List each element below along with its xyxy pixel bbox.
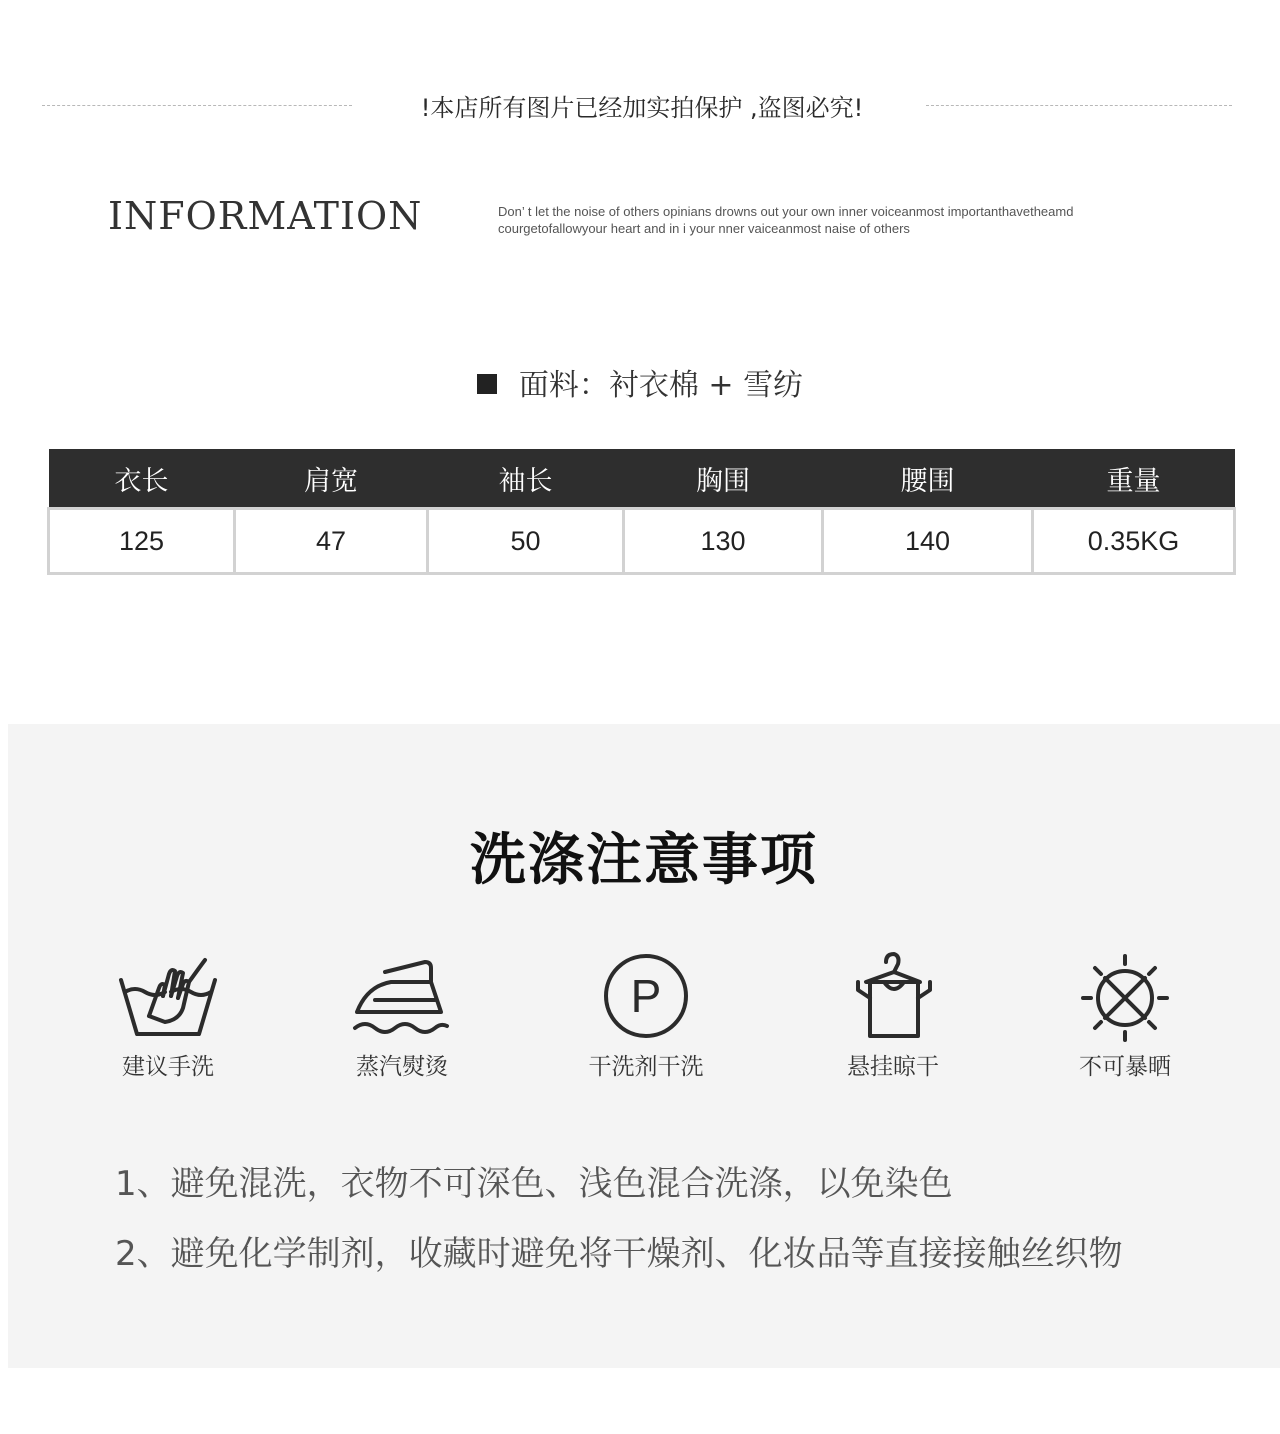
information-description bbox=[498, 203, 1198, 237]
header-shoulder: 肩宽 bbox=[235, 449, 428, 509]
value-length: 125 bbox=[49, 509, 235, 574]
hang-dry-icon bbox=[838, 952, 948, 1042]
value-sleeve: 50 bbox=[428, 509, 624, 574]
value-waist: 140 bbox=[823, 509, 1033, 574]
care-item-hand-wash bbox=[98, 952, 238, 1081]
header-weight: 重量 bbox=[1033, 449, 1235, 509]
header-length: 衣长 bbox=[49, 449, 235, 509]
value-chest: 130 bbox=[624, 509, 823, 574]
care-note-1: 1、避免混洗，衣物不可深色、浅色混合洗涤，以免染色 bbox=[115, 1164, 953, 1204]
dashed-divider-left bbox=[42, 105, 352, 106]
care-item-steam-iron bbox=[332, 952, 472, 1081]
copyright-notice bbox=[42, 86, 1232, 126]
information-title: INFORMATION bbox=[108, 194, 423, 238]
care-title: 洗涤注意事项 bbox=[470, 828, 818, 893]
care-label: 不可暴晒 bbox=[1079, 1054, 1171, 1080]
size-table-row bbox=[49, 509, 1235, 574]
care-label: 干洗剂干洗 bbox=[588, 1054, 704, 1080]
steam-iron-icon bbox=[347, 952, 457, 1042]
size-table-header-row bbox=[49, 449, 1235, 509]
dry-clean-p-icon bbox=[591, 952, 701, 1042]
care-label: 蒸汽熨烫 bbox=[356, 1054, 448, 1080]
care-section bbox=[8, 724, 1280, 1368]
size-table bbox=[47, 449, 1236, 575]
dashed-divider-right bbox=[926, 105, 1232, 106]
fabric-line bbox=[0, 360, 1280, 404]
care-label: 悬挂晾干 bbox=[847, 1054, 939, 1080]
no-sun-icon bbox=[1070, 952, 1180, 1042]
information-desc-line-2: courgetofallowyour heart and in i your nner vaiceanmost naise of others bbox=[498, 221, 910, 236]
hand-wash-icon bbox=[113, 952, 223, 1042]
information-desc-line-1: Don’ t let the noise of others opinians drowns out your own inner voiceanmost importanthavetheamd bbox=[498, 204, 1074, 219]
care-item-hang-dry bbox=[823, 952, 963, 1081]
care-item-dry-clean bbox=[576, 952, 716, 1081]
header-waist: 腰围 bbox=[823, 449, 1033, 509]
value-weight: 0.35KG bbox=[1033, 509, 1235, 574]
header-chest: 胸围 bbox=[624, 449, 823, 509]
header-sleeve: 袖长 bbox=[428, 449, 624, 509]
care-note-2: 2、避免化学制剂，收藏时避免将干燥剂、化妆品等直接接触丝织物 bbox=[115, 1234, 1123, 1274]
fabric-text: 面料：衬衣棉 + 雪纺 bbox=[518, 368, 804, 403]
square-bullet-icon bbox=[477, 374, 497, 394]
svg-text:P: P bbox=[630, 970, 662, 1022]
care-label: 建议手洗 bbox=[122, 1054, 214, 1080]
care-item-no-sun bbox=[1055, 952, 1195, 1081]
notice-text: !本店所有图片已经加实拍保护 ,盗图必究! bbox=[420, 94, 864, 122]
value-shoulder: 47 bbox=[235, 509, 428, 574]
